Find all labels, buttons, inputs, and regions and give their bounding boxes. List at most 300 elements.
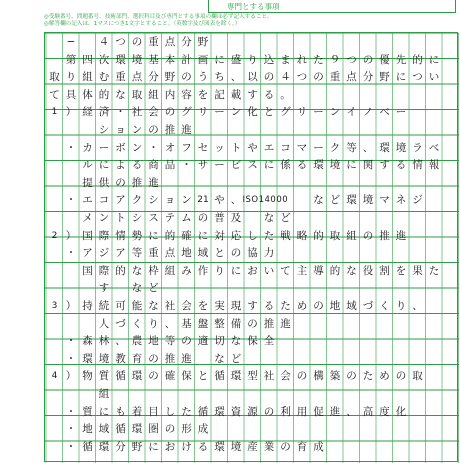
grid-cell-char: 4 <box>51 371 58 382</box>
grid-cell-char: 商 <box>148 159 159 172</box>
grid-cell-char: 取 <box>329 229 341 242</box>
grid-cell-char: 及 <box>230 212 242 224</box>
grid-cell-char: め <box>296 300 308 312</box>
grid-cell-char: る <box>197 440 209 453</box>
grid-cell-char: ン <box>98 212 110 224</box>
grid-cell-char: 組 <box>346 229 357 242</box>
grid-cell-char: 盤 <box>197 317 209 330</box>
grid-cell-char: 勢 <box>131 229 143 242</box>
grid-cell-char: 際 <box>98 229 110 242</box>
grid-cell-char: 全 <box>263 335 275 348</box>
grid-cell-char: 四 <box>82 53 93 66</box>
grid-cell-char: 人 <box>98 317 110 330</box>
grid-cell-char: 等 <box>131 247 143 260</box>
grid-cell-char: 、 <box>230 71 242 84</box>
grid-cell-char: ４ <box>280 71 291 84</box>
grid-cell-char: ど <box>280 212 291 224</box>
grid-cell-char: マ <box>379 194 390 207</box>
grid-cell-char: 国 <box>82 264 93 277</box>
grid-cell-char: た <box>181 405 192 418</box>
grid-cell-char: カ <box>82 141 93 154</box>
grid-cell-char: 物 <box>82 370 93 383</box>
grid-cell-char: す <box>379 159 390 172</box>
grid-cell-char: 重 <box>329 71 341 84</box>
grid-cell-char: 環 <box>131 423 143 436</box>
grid-cell-char: 質 <box>98 370 110 383</box>
grid-cell-char: 野 <box>164 71 176 84</box>
grid-cell-char: オ <box>164 141 176 154</box>
grid-cell-char: 成 <box>313 440 324 453</box>
grid-cell-char: の <box>197 212 209 224</box>
grid-cell-char: メ <box>82 212 93 224</box>
grid-cell-char: 情 <box>412 159 423 172</box>
grid-cell-char: 推 <box>379 229 390 242</box>
grid-cell-char: お <box>164 440 176 453</box>
grid-cell-char: の <box>395 370 407 383</box>
grid-cell-char: 取 <box>131 88 143 101</box>
grid-cell-char: エ <box>263 141 275 154</box>
grid-cell-char: 具 <box>65 88 77 101</box>
grid-cell-char: ・ <box>65 405 77 418</box>
grid-cell-char: 基 <box>181 317 192 330</box>
grid-cell-char: ス <box>148 212 159 224</box>
grid-cell-char: 等 <box>346 141 357 154</box>
grid-cell-char: 境 <box>362 194 374 207</box>
grid-cell-char: な <box>115 88 126 101</box>
grid-cell-char: 組 <box>164 264 176 277</box>
grid-cell-char: す <box>247 300 258 312</box>
grid-cell-char: 野 <box>131 440 143 453</box>
grid-cell-char: 組 <box>98 388 110 400</box>
grid-cell-char: 社 <box>263 370 275 383</box>
grid-cell-char: 地 <box>329 300 341 312</box>
grid-cell-char: 環 <box>346 194 357 207</box>
grid-cell-char: 度 <box>379 405 390 418</box>
grid-cell-char: ト <box>115 212 126 224</box>
grid-cell-char: 導 <box>313 264 324 277</box>
grid-cell-char: ・ <box>115 106 126 119</box>
grid-cell-char: 以 <box>247 71 258 84</box>
grid-cell-char: に <box>346 159 357 172</box>
grid-cell-char: 地 <box>82 423 93 436</box>
grid-cell-char: る <box>131 159 143 172</box>
grid-cell-char: 実 <box>214 300 225 312</box>
specialty-field-label: 専門とする事項 <box>227 2 280 11</box>
grid-cell-char: 切 <box>214 335 225 348</box>
grid-cell-char: 品 <box>164 159 176 172</box>
grid-cell-char: 推 <box>131 176 143 189</box>
grid-cell-char: 圏 <box>148 423 159 436</box>
grid-cell-char: 化 <box>247 106 258 119</box>
grid-cell-char: 重 <box>148 36 159 48</box>
grid-cell-char: や <box>247 141 258 154</box>
grid-cell-char: 、 <box>115 335 126 348</box>
grid-cell-char: 続 <box>98 300 110 312</box>
grid-cell-char: ー <box>98 141 110 154</box>
grid-cell-char: 進 <box>148 176 159 189</box>
grid-cell-char: 点 <box>164 36 176 48</box>
grid-cell-char: 的 <box>313 229 324 242</box>
specialty-field-box[interactable] <box>208 0 456 13</box>
grid-cell-char: 推 <box>164 352 176 365</box>
grid-cell-char: ISO14000 <box>242 195 289 206</box>
grid-cell-char: グ <box>280 106 291 119</box>
grid-cell-char: 提 <box>82 176 93 189</box>
grid-cell-char: 農 <box>131 335 143 348</box>
grid-cell-char: 2 <box>51 230 58 241</box>
grid-cell-char: 環 <box>82 352 93 365</box>
grid-cell-char: つ <box>296 71 308 84</box>
grid-cell-char: り <box>214 264 225 277</box>
grid-cell-char: 内 <box>164 88 176 101</box>
grid-cell-char: ・ <box>65 352 77 365</box>
grid-cell-char: リ <box>197 106 209 119</box>
grid-cell-char: シ <box>148 194 159 207</box>
grid-cell-char: 持 <box>82 300 93 312</box>
grid-cell-char: ４ <box>98 36 110 48</box>
grid-cell-char: な <box>313 194 324 207</box>
grid-cell-char: 環 <box>313 159 324 172</box>
grid-cell-char: 際 <box>98 264 110 277</box>
grid-cell-char: の <box>164 106 176 119</box>
grid-cell-char: 割 <box>379 264 390 277</box>
grid-cell-char: ま <box>280 53 291 66</box>
grid-cell-char: 点 <box>346 71 357 84</box>
grid-cell-char: 推 <box>263 317 275 330</box>
grid-cell-char: 分 <box>362 71 374 84</box>
grid-cell-char: の <box>181 335 192 348</box>
grid-cell-char: ） <box>65 300 77 312</box>
grid-cell-char: ン <box>329 106 341 119</box>
grid-cell-char: ・ <box>65 440 77 453</box>
grid-cell-char: 分 <box>148 71 159 84</box>
grid-cell-char: 枠 <box>148 264 159 277</box>
grid-cell-char: や <box>214 194 225 207</box>
grid-cell-char: の <box>148 124 159 136</box>
grid-cell-char: 業 <box>263 440 275 453</box>
grid-cell-char: シ <box>131 212 143 224</box>
grid-cell-char: 果 <box>412 264 423 277</box>
grid-cell-char: 的 <box>115 264 126 277</box>
grid-cell-char: 進 <box>181 352 192 365</box>
grid-cell-char: ボ <box>115 141 126 154</box>
grid-cell-char: 着 <box>131 405 143 418</box>
grid-cell-char: 環 <box>214 440 225 453</box>
grid-cell-char: ア <box>82 247 93 260</box>
grid-cell-char: ー <box>395 106 407 119</box>
grid-cell-char: 環 <box>131 370 143 383</box>
grid-cell-char: 資 <box>230 405 242 418</box>
grid-cell-char: め <box>379 370 390 383</box>
grid-cell-char: む <box>98 71 110 84</box>
grid-cell-char: ン <box>181 194 192 207</box>
grid-cell-char: の <box>263 405 275 418</box>
grid-cell-char: 型 <box>247 370 258 383</box>
grid-cell-char: け <box>181 440 192 453</box>
grid-cell-char: に <box>395 71 407 84</box>
grid-cell-char: 画 <box>197 53 209 66</box>
grid-cell-char: 社 <box>131 106 143 119</box>
grid-cell-char: の <box>313 300 324 312</box>
grid-cell-char: 基 <box>148 53 159 66</box>
grid-cell-char: 国 <box>82 229 93 242</box>
grid-cell-char: ム <box>181 212 192 224</box>
grid-cell-char: 21 <box>197 195 209 206</box>
grid-cell-char: 域 <box>346 300 357 312</box>
grid-cell-char: 、 <box>346 405 357 418</box>
grid-cell-char: 環 <box>230 370 242 383</box>
grid-cell-char: 3 <box>51 301 58 311</box>
grid-cell-char: 会 <box>148 106 159 119</box>
grid-cell-char: に <box>214 53 225 66</box>
grid-cell-char: サ <box>197 159 209 172</box>
grid-cell-char: 報 <box>428 159 440 172</box>
grid-cell-char: 進 <box>181 124 192 136</box>
grid-cell-char: リ <box>296 106 308 119</box>
grid-cell-char: 役 <box>362 264 374 277</box>
grid-cell-char: な <box>263 212 275 224</box>
grid-cell-char: る <box>395 159 407 172</box>
grid-cell-char: 構 <box>313 370 324 383</box>
grid-cell-char: す <box>247 88 258 101</box>
grid-cell-char: 作 <box>197 264 209 277</box>
grid-cell-char: て <box>49 88 60 101</box>
grid-cell-char: ち <box>214 71 225 84</box>
grid-cell-char: の <box>313 71 324 84</box>
grid-cell-char: ベ <box>428 141 440 154</box>
grid-cell-char: う <box>197 71 209 84</box>
grid-cell-char: 1 <box>51 107 58 118</box>
grid-cell-char: 適 <box>197 335 209 348</box>
grid-cell-char: に <box>98 159 110 172</box>
grid-cell-char: 的 <box>412 53 423 66</box>
grid-cell-char: 、 <box>230 194 242 207</box>
grid-cell-char: る <box>296 159 308 172</box>
grid-cell-char: 分 <box>181 36 192 48</box>
grid-cell-char: 進 <box>395 229 407 242</box>
grid-cell-char: ー <box>313 106 324 119</box>
grid-cell-char: 、 <box>164 317 176 330</box>
grid-cell-char: 的 <box>329 264 341 277</box>
grid-cell-char: ラ <box>412 141 423 154</box>
grid-cell-char: 環 <box>115 53 126 66</box>
grid-cell-char: の <box>115 176 126 189</box>
grid-cell-char: ・ <box>65 335 77 348</box>
grid-cell-char: ョ <box>164 194 176 207</box>
grid-cell-char: ア <box>115 194 126 207</box>
grid-cell-char: ど <box>329 194 341 207</box>
grid-cell-char: 源 <box>247 405 258 418</box>
grid-cell-char: 本 <box>164 53 176 66</box>
grid-cell-char: な <box>148 300 159 312</box>
grid-cell-char: お <box>247 264 258 277</box>
grid-cell-char: の <box>131 36 143 48</box>
grid-cell-char: 込 <box>263 53 275 66</box>
grid-cell-char: 地 <box>148 335 159 348</box>
grid-cell-char: 供 <box>98 176 110 189</box>
grid-cell-char: ・ <box>65 247 77 260</box>
grid-cell-char: ー <box>214 159 225 172</box>
grid-cell-char: り <box>148 317 159 330</box>
grid-cell-char: 境 <box>98 352 110 365</box>
grid-cell-char: 協 <box>247 247 258 260</box>
grid-cell-char: 域 <box>197 247 209 260</box>
grid-cell-char: 経 <box>82 106 93 119</box>
grid-cell-char: 重 <box>148 247 159 260</box>
grid-cell-char: 確 <box>181 229 192 242</box>
grid-cell-char: り <box>247 53 258 66</box>
grid-cell-char: 的 <box>164 229 176 242</box>
grid-cell-char: テ <box>164 212 176 224</box>
grid-cell-char: 対 <box>214 229 225 242</box>
grid-cell-char: く <box>131 317 143 330</box>
grid-cell-char: に <box>148 440 159 453</box>
grid-cell-char: た <box>428 264 440 277</box>
answer-sheet[interactable] <box>44 32 458 462</box>
grid-cell-char: 応 <box>230 229 242 242</box>
grid-cell-char: ル <box>82 159 93 172</box>
grid-cell-char: い <box>263 264 275 277</box>
grid-cell-char: の <box>263 71 275 84</box>
grid-cell-char: た <box>313 53 324 66</box>
grid-cell-char: な <box>214 352 225 365</box>
grid-cell-char: 推 <box>164 124 176 136</box>
grid-cell-char: 循 <box>82 440 93 453</box>
grid-cell-char: ク <box>329 141 341 154</box>
grid-cell-char: た <box>280 300 291 312</box>
grid-cell-char: 記 <box>214 88 225 101</box>
grid-cell-char: く <box>379 300 390 312</box>
grid-cell-char: の <box>296 370 308 383</box>
grid-cell-char: み <box>181 264 192 277</box>
grid-cell-char: ） <box>65 106 77 119</box>
grid-cell-char: 用 <box>296 405 308 418</box>
grid-cell-char: 的 <box>98 88 110 101</box>
grid-cell-char: ン <box>131 124 143 136</box>
grid-cell-char: 点 <box>131 71 143 84</box>
grid-cell-char: 可 <box>115 300 126 312</box>
grid-cell-char: 重 <box>115 71 126 84</box>
grid-cell-char: 、 <box>362 141 374 154</box>
grid-cell-char: の <box>247 317 258 330</box>
grid-cell-char: 育 <box>131 352 143 365</box>
grid-cell-char: を <box>197 300 209 312</box>
grid-cell-char: の <box>164 423 176 436</box>
grid-cell-char: 確 <box>164 370 176 383</box>
grid-cell-char: 略 <box>296 229 308 242</box>
grid-cell-char: 境 <box>131 53 143 66</box>
grid-cell-char: 取 <box>412 370 423 383</box>
grid-cell-char: 野 <box>197 36 209 48</box>
grid-cell-char: 目 <box>148 405 159 418</box>
grid-cell-char: セ <box>197 141 209 154</box>
grid-cell-char: を <box>395 264 407 277</box>
grid-cell-char: ト <box>230 141 242 154</box>
grid-cell-char: の <box>346 370 357 383</box>
grid-cell-char: を <box>197 88 209 101</box>
grid-cell-char: と <box>214 247 225 260</box>
grid-cell-char: 普 <box>214 212 225 224</box>
grid-cell-char: ど <box>230 352 242 365</box>
grid-cell-char: れ <box>296 53 308 66</box>
grid-cell-char: 教 <box>115 352 126 365</box>
grid-cell-char: 林 <box>98 335 110 348</box>
grid-cell-char: ン <box>230 106 242 119</box>
grid-cell-char: 体 <box>82 88 93 101</box>
grid-cell-char: 境 <box>395 141 407 154</box>
grid-cell-char: に <box>263 159 275 172</box>
grid-cell-char: 主 <box>296 264 308 277</box>
grid-cell-char: ノ <box>362 106 374 119</box>
grid-cell-char: 情 <box>115 229 126 242</box>
grid-cell-char: エ <box>82 194 93 207</box>
grid-cell-char: シ <box>98 124 110 136</box>
grid-cell-char: 森 <box>82 335 93 348</box>
grid-cell-char: つ <box>346 53 357 66</box>
grid-cell-char: 第 <box>65 53 77 66</box>
grid-cell-char: 載 <box>230 88 242 101</box>
grid-cell-char: 地 <box>181 247 192 260</box>
grid-cell-char: 化 <box>395 405 407 418</box>
grid-cell-char: 成 <box>197 423 209 436</box>
grid-cell-char: 進 <box>329 405 341 418</box>
grid-cell-char: 域 <box>98 423 110 436</box>
grid-cell-char: フ <box>181 141 192 154</box>
grid-cell-char: 戦 <box>280 229 291 242</box>
grid-cell-char: ） <box>65 370 77 383</box>
grid-cell-char: 環 <box>98 440 110 453</box>
grid-cell-char: 環 <box>379 141 390 154</box>
grid-cell-char: つ <box>115 36 126 48</box>
grid-cell-char: て <box>280 264 291 277</box>
grid-cell-char: る <box>263 300 275 312</box>
grid-cell-char: ッ <box>214 141 225 154</box>
grid-cell-char: の <box>280 440 291 453</box>
grid-cell-char: た <box>362 370 374 383</box>
grid-cell-char: ど <box>148 282 159 295</box>
grid-cell-char: も <box>115 405 126 418</box>
grid-cell-char: の <box>148 352 159 365</box>
grid-cell-char: な <box>230 335 242 348</box>
grid-cell-char: ・ <box>65 141 77 154</box>
grid-cell-char: る <box>263 88 275 101</box>
grid-cell-char: 組 <box>82 71 93 84</box>
grid-cell-char: 保 <box>181 370 192 383</box>
grid-cell-char: 組 <box>148 88 159 101</box>
grid-cell-char: づ <box>362 300 374 312</box>
grid-cell-char: 利 <box>280 405 291 418</box>
grid-cell-char: 形 <box>181 423 192 436</box>
grid-cell-char: 循 <box>115 423 126 436</box>
grid-cell-char: の <box>230 247 242 260</box>
grid-cell-char: マ <box>296 141 308 154</box>
grid-cell-char: の <box>181 71 192 84</box>
grid-cell-char: ー <box>214 106 225 119</box>
grid-cell-char: 現 <box>230 300 242 312</box>
grid-cell-char: ビ <box>230 159 242 172</box>
grid-cell-char: ー <box>313 141 324 154</box>
grid-cell-char: 保 <box>247 335 258 348</box>
grid-cell-char: ・ <box>148 141 159 154</box>
grid-cell-char: グ <box>181 106 192 119</box>
grid-cell-char: 済 <box>98 106 110 119</box>
grid-cell-char: ジ <box>98 247 110 260</box>
grid-cell-char: 計 <box>181 53 192 66</box>
grid-cell-char: 進 <box>280 317 291 330</box>
grid-cell-char: に <box>197 229 209 242</box>
grid-cell-char: と <box>197 370 209 383</box>
grid-cell-char: ・ <box>65 423 77 436</box>
